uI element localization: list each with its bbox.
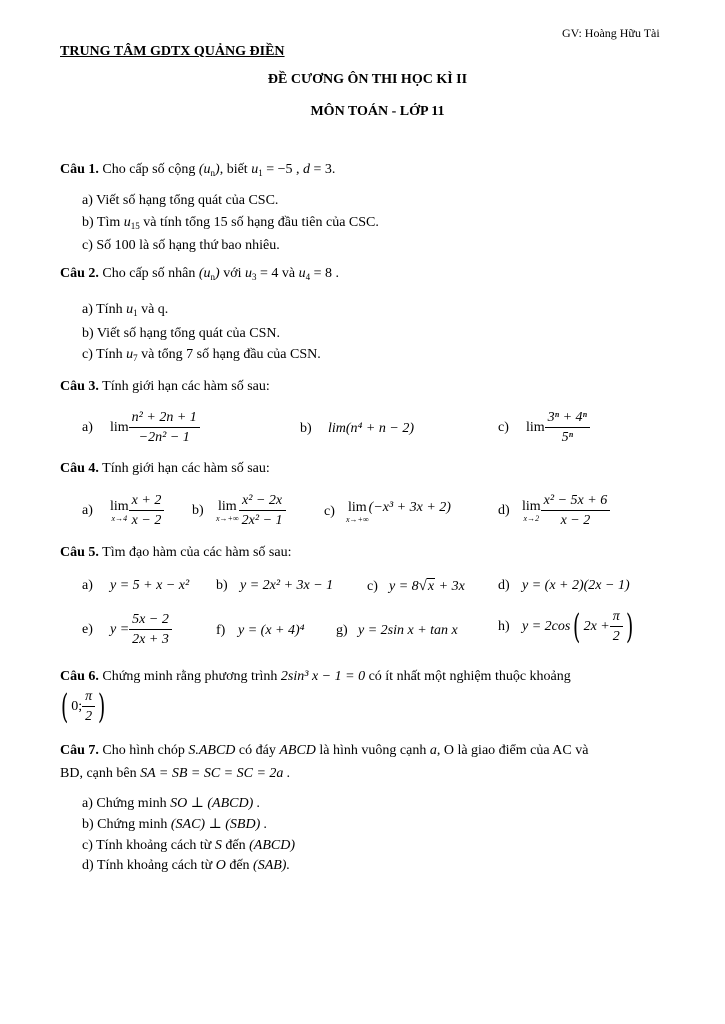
q6-label: Câu 6. [60,669,99,684]
q3-line: Câu 3. Tính giới hạn các hàm số sau: [60,379,270,394]
q7-line2: BD, cạnh bên SA = SB = SC = SC = 2a . [60,766,291,781]
q2-c: c) Tính $u_7$ và tổng 7 số hạng đầu của CSN. [82,347,321,363]
q7-b: b) Chứng minh (SAC) ⊥ (SBD) . [82,817,268,832]
q3-a: a) lim $\frac{\text{n² + 2n + 1}}{\text{−2n² − 1}}$ [82,409,200,446]
q2-label: Câu 2. [60,266,99,281]
q4-d: d) lim x→2 $\frac{\text{x² − 5x + 6}}{x - 2}$ [498,492,610,529]
q5-g: g) y = 2sin x + tan x [336,623,458,638]
q7-c: c) Tính khoảng cách từ S đến (ABCD) [82,838,296,853]
q5-b: b) y = 2x² + 3x − 1 [216,578,334,593]
q5-line: Câu 5. Tìm đạo hàm của các hàm số sau: [60,545,292,560]
q5-e: e) y = $\frac{5x - 2}{2x + 3}$ [82,611,172,648]
q7-line1: Câu 7. Cho hình chóp S.ABCD có đáy ABCD là hình vuông cạnh a, O là giao điểm của AC và [60,743,589,758]
q5-f: f) y = (x + 4)⁴ [216,623,305,638]
q7-a: a) Chứng minh SO ⊥ (ABCD) . [82,796,261,811]
q4-a: a) lim x→4 $\frac{x + 2}{x - 2}$ [82,492,164,529]
q4-c: c) lim x→+∞ (−x³ + 3x + 2) [324,500,451,524]
q5-d: d) y = (x + 2)(2x − 1) [498,578,630,593]
q5-h: h) y = 2cos ( 2x + $\frac{\pi}{2}$ ) [498,606,634,647]
q2-line: Câu 2. Cho cấp số nhân $(u_n)$ với $u_3 = 4$ và $u_4 = 8$ . [60,266,340,282]
q4-label: Câu 4. [60,461,99,476]
doc-subtitle: MÔN TOÁN - LỚP 11 [310,104,445,119]
center-name: TRUNG TÂM GDTX QUẢNG ĐIỀN [60,44,285,59]
q3-c: c) lim $\frac{\text{3ⁿ + 4ⁿ}}{\text{5ⁿ}}$ [498,409,590,446]
q3-label: Câu 3. [60,379,99,394]
q1-b: b) Tìm $u_{15}$ và tính tổng 15 số hạng đầu tiên của CSC. [82,215,379,231]
q7-label: Câu 7. [60,743,99,758]
q7-d: d) Tính khoảng cách từ O đến (SAB). [82,858,290,873]
q4-line: Câu 4. Tính giới hạn các hàm số sau: [60,461,270,476]
q1-c: c) Số 100 là số hạng thứ bao nhiêu. [82,238,280,253]
q6-line: Câu 6. Chứng minh rằng phương trình 2sin³ x − 1 = 0 có ít nhất một nghiệm thuộc khoảng [60,669,571,684]
q5-label: Câu 5. [60,545,99,560]
q2-b: b) Viết số hạng tổng quát của CSN. [82,326,280,341]
teacher-name: GV: Hoàng Hữu Tài [562,26,660,40]
q6-interval: ( 0; $\frac{\pi}{2}$ ) [60,686,106,727]
q5-c: c) y = 8√x + 3x [367,578,465,594]
q3-b: b) lim(n⁴ + n − 2) [300,421,414,436]
doc-title: ĐỀ CƯƠNG ÔN THI HỌC KÌ II [267,72,468,87]
q1-a: a) Viết số hạng tổng quát của CSC. [82,193,279,208]
q5-a: a) y = 5 + x − x² [82,578,190,593]
q2-a: a) Tính $u_1$ và q. [82,302,169,318]
q1-label: Câu 1. [60,162,99,177]
q1-line: Câu 1. Cho cấp số cộng $(u_n)$, biết $u_1 = -5$ , d = 3. [60,162,336,178]
q4-b: b) lim x→+∞ $\frac{\text{x² − 2x}}{\text{2x² − 1}}$ [192,492,286,529]
